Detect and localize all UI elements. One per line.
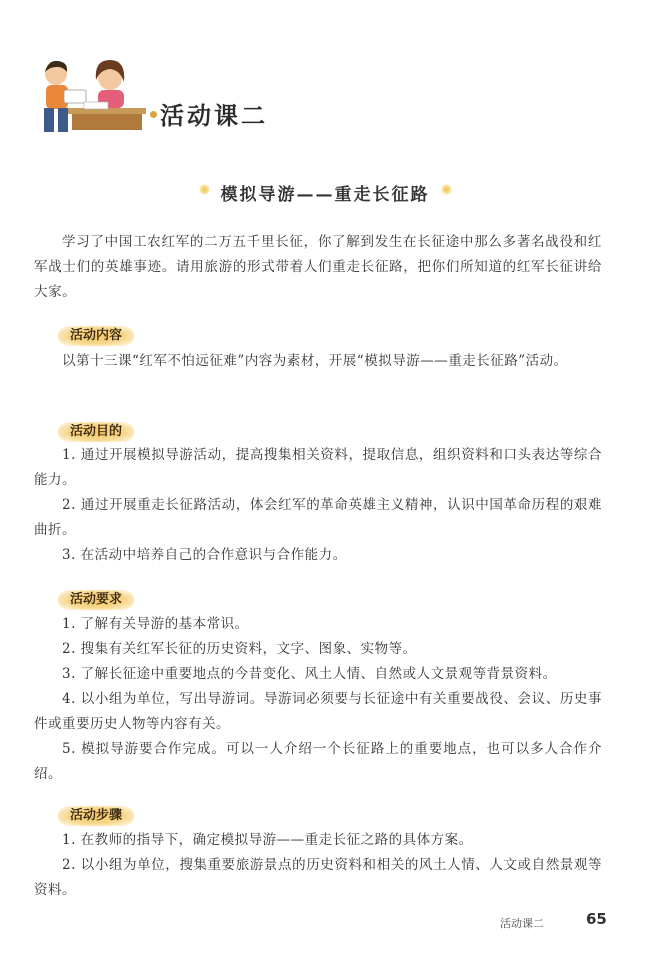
step-item: 1. 在教师的指导下，确定模拟导游——重走长征之路的具体方案。 — [62, 832, 473, 848]
page-number: 65 — [586, 910, 607, 928]
sparkle-icon — [199, 184, 210, 195]
section-label-requirements: 活动要求 — [58, 590, 134, 610]
footer-section-label: 活动课二 — [500, 917, 544, 930]
intro-paragraph: 学习了中国工农红军的二万五千里长征，你了解到发生在长征途中那么多著名战役和红军战士们的英雄事迹。请用旅游的形式带着人们重走长征路，把你们所知道的红军长征讲给大家。 — [34, 234, 602, 300]
purpose-item: 2. 通过开展重走长征路活动，体会红军的革命英雄主义精神，认识中国革命历程的艰难曲折。 — [34, 497, 602, 538]
purpose-item: 3. 在活动中培养自己的合作意识与合作能力。 — [62, 547, 347, 563]
step-item: 2. 以小组为单位，搜集重要旅游景点的历史资料和相关的风土人情、人文或自然景观等资料。 — [34, 857, 602, 898]
page-title: 活动课二 — [160, 102, 268, 130]
section-label-steps: 活动步骤 — [58, 806, 134, 826]
subtitle-row — [0, 180, 650, 205]
sparkle-icon — [441, 184, 452, 195]
lesson-subtitle — [197, 180, 454, 205]
section-label-content: 活动内容 — [58, 326, 134, 346]
purpose-item: 1. 通过开展模拟导游活动，提高搜集相关资料，提取信息，组织资料和口头表达等综合能力。 — [34, 447, 602, 488]
requirement-item: 5. 模拟导游要合作完成。可以一人介绍一个长征路上的重要地点，也可以多人合作介绍。 — [34, 741, 602, 782]
students-reading-illustration — [28, 52, 148, 137]
content-paragraph: 以第十三课“红军不怕远征难”内容为素材，开展“模拟导游——重走长征路”活动。 — [62, 353, 568, 369]
section-label-purpose: 活动目的 — [58, 422, 134, 442]
requirement-item: 3. 了解长征途中重要地点的今昔变化、风土人情、自然或人文景观等背景资料。 — [62, 666, 557, 682]
requirement-item: 2. 搜集有关红军长征的历史资料，文字、图象、实物等。 — [62, 641, 417, 657]
header-bullet-dot — [150, 111, 157, 118]
requirement-item: 1. 了解有关导游的基本常识。 — [62, 616, 249, 632]
subtitle-text: 模拟导游——重走长征路 — [220, 185, 430, 205]
requirement-item: 4. 以小组为单位，写出导游词。导游词必须要与长征途中有关重要战役、会议、历史事件或重要历史人物等内容有关。 — [34, 691, 602, 732]
